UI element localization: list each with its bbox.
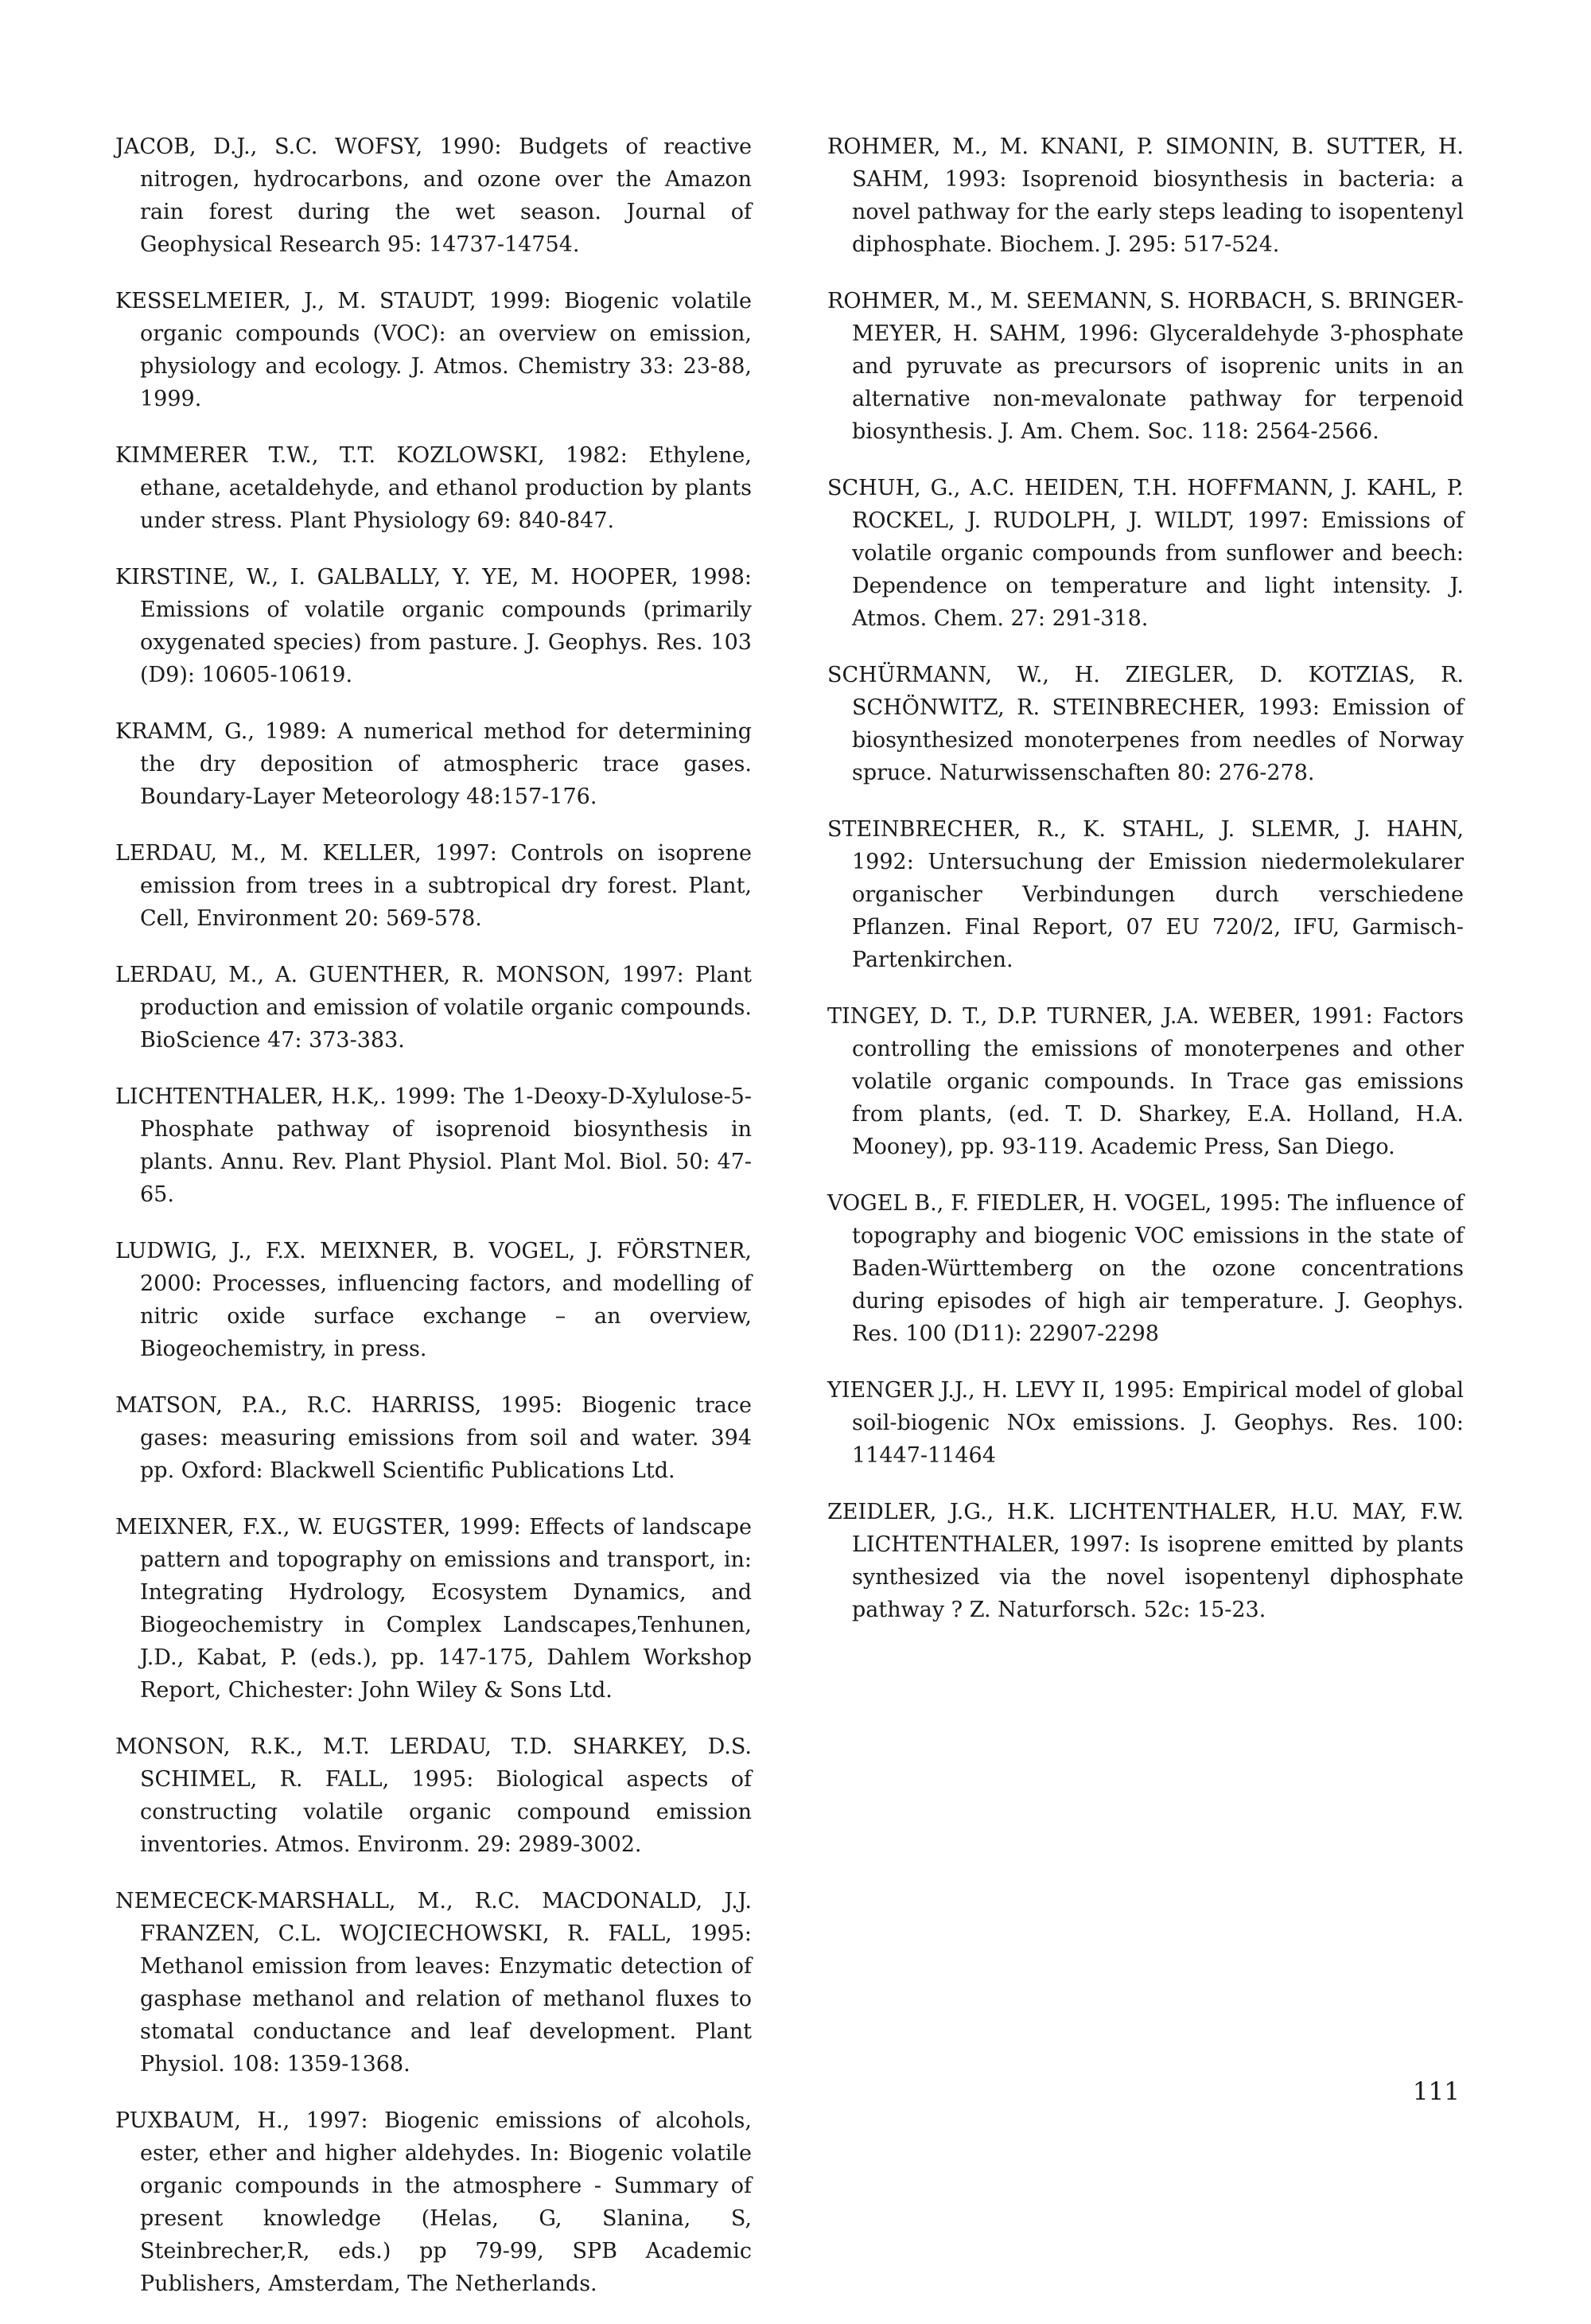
reference-entry: MEIXNER, F.X., W. EUGSTER, 1999: Effects of landscape pattern and topography on emissions and transport, in: Integrating Hydrology, Ecosystem Dynamics, and Biogeochemistry in Complex Landscapes,Tenhunen, J.D., Kabat, P. (eds.), pp. 147-175, Dahlem Workshop Report, Chichester: John Wiley & Sons Ltd.: [115, 1515, 752, 1703]
reference-entry: JACOB, D.J., S.C. WOFSY, 1990: Budgets of reactive nitrogen, hydrocarbons, and ozone over the Amazon rain forest during the wet season. Journal of Geophysical Research 95: 14737-14754.: [115, 134, 752, 257]
reference-entry: NEMECECK-MARSHALL, M., R.C. MACDONALD, J.J. FRANZEN, C.L. WOJCIECHOWSKI, R. FALL, 1995: Methanol emission from leaves: Enzymatic detection of gasphase methanol and relation of methanol fluxes to stomatal conductance and leaf development. Plant Physiol. 108: 1359-1368.: [115, 1889, 752, 2077]
reference-entry: YIENGER J.J., H. LEVY II, 1995: Empirical model of global soil-biogenic NOx emissions. J. Geophys. Res. 100: 11447-11464: [827, 1378, 1464, 1468]
page-number: 111: [1412, 2077, 1460, 2106]
references-right-column: [827, 130, 1464, 1650]
reference-entry: ROHMER, M., M. KNANI, P. SIMONIN, B. SUTTER, H. SAHM, 1993: Isoprenoid biosynthesis in bacteria: a novel pathway for the early steps leading to isopentenyl diphosphate. Biochem. J. 295: 517-524.: [827, 134, 1464, 257]
reference-entry: KIMMERER T.W., T.T. KOZLOWSKI, 1982: Ethylene, ethane, acetaldehyde, and ethanol production by plants under stress. Plant Physiology 69: 840-847.: [115, 443, 752, 533]
reference-entry: TINGEY, D. T., D.P. TURNER, J.A. WEBER, 1991: Factors controlling the emissions of monoterpenes and other volatile organic compounds. In Trace gas emissions from plants, (ed. T. D. Sharkey, E.A. Holland, H.A. Mooney), pp. 93-119. Academic Press, San Diego.: [827, 1004, 1464, 1159]
reference-entry: KIRSTINE, W., I. GALBALLY, Y. YE, M. HOOPER, 1998: Emissions of volatile organic compounds (primarily oxygenated species) from pasture. J. Geophys. Res. 103 (D9): 10605-10619.: [115, 565, 752, 687]
reference-entry: LERDAU, M., A. GUENTHER, R. MONSON, 1997: Plant production and emission of volatile organic compounds. BioScience 47: 373-383.: [115, 963, 752, 1053]
reference-entry: MATSON, P.A., R.C. HARRISS, 1995: Biogenic trace gases: measuring emissions from soil and water. 394 pp. Oxford: Blackwell Scientific Publications Ltd.: [115, 1393, 752, 1483]
reference-entry: KRAMM, G., 1989: A numerical method for determining the dry deposition of atmospheric trace gases. Boundary-Layer Meteorology 48:157-176.: [115, 719, 752, 809]
reference-entry: LICHTENTHALER, H.K,. 1999: The 1-Deoxy-D-Xylulose-5-Phosphate pathway of isoprenoid biosynthesis in plants. Annu. Rev. Plant Physiol. Plant Mol. Biol. 50: 47-65.: [115, 1084, 752, 1207]
reference-entry: SCHUH, G., A.C. HEIDEN, T.H. HOFFMANN, J. KAHL, P. ROCKEL, J. RUDOLPH, J. WILDT, 1997: Emissions of volatile organic compounds from sunflower and beech: Dependence on temperature and light intensity. J. Atmos. Chem. 27: 291-318.: [827, 476, 1464, 631]
reference-entry: STEINBRECHER, R., K. STAHL, J. SLEMR, J. HAHN, 1992: Untersuchung der Emission niedermolekularer organischer Verbindungen durch verschiedene Pflanzen. Final Report, 07 EU 720/2, IFU, Garmisch-Partenkirchen.: [827, 817, 1464, 972]
reference-entry: VOGEL B., F. FIEDLER, H. VOGEL, 1995: The influence of topography and biogenic VOC emissions in the state of Baden-Württemberg on the ozone concentrations during episodes of high air temperature. J. Geophys. Res. 100 (D11): 22907-2298: [827, 1191, 1464, 1346]
reference-entry: SCHÜRMANN, W., H. ZIEGLER, D. KOTZIAS, R. SCHÖNWITZ, R. STEINBRECHER, 1993: Emission of biosynthesized monoterpenes from needles of Norway spruce. Naturwissenschaften 80: 276-278.: [827, 663, 1464, 785]
reference-entry: PUXBAUM, H., 1997: Biogenic emissions of alcohols, ester, ether and higher aldehydes. In: Biogenic volatile organic compounds in the atmosphere - Summary of present knowledge (Helas, G, Slanina, S, Steinbrecher,R, eds.) pp 79-99, SPB Academic Publishers, Amsterdam, The Netherlands.: [115, 2108, 752, 2296]
reference-entry: MONSON, R.K., M.T. LERDAU, T.D. SHARKEY, D.S. SCHIMEL, R. FALL, 1995: Biological aspects of constructing volatile organic compound emission inventories. Atmos. Environm. 29: 2989-3002.: [115, 1734, 752, 1857]
reference-entry: LERDAU, M., M. KELLER, 1997: Controls on isoprene emission from trees in a subtropical dry forest. Plant, Cell, Environment 20: 569-578.: [115, 841, 752, 931]
references-left-column: [115, 130, 752, 2324]
reference-entry: LUDWIG, J., F.X. MEIXNER, B. VOGEL, J. FÖRSTNER, 2000: Processes, influencing factors, and modelling of nitric oxide surface exchange – an overview, Biogeochemistry, in press.: [115, 1239, 752, 1361]
reference-entry: KESSELMEIER, J., M. STAUDT, 1999: Biogenic volatile organic compounds (VOC): an overview on emission, physiology and ecology. J. Atmos. Chemistry 33: 23-88, 1999.: [115, 289, 752, 411]
reference-entry: ROHMER, M., M. SEEMANN, S. HORBACH, S. BRINGER-MEYER, H. SAHM, 1996: Glyceraldehyde 3-phosphate and pyruvate as precursors of isoprenic units in an alternative non-mevalonate pathway for terpenoid biosynthesis. J. Am. Chem. Soc. 118: 2564-2566.: [827, 289, 1464, 444]
reference-entry: ZEIDLER, J.G., H.K. LICHTENTHALER, H.U. MAY, F.W. LICHTENTHALER, 1997: Is isoprene emitted by plants synthesized via the novel isopentenyl diphosphate pathway ? Z. Naturforsch. 52c: 15-23.: [827, 1500, 1464, 1622]
